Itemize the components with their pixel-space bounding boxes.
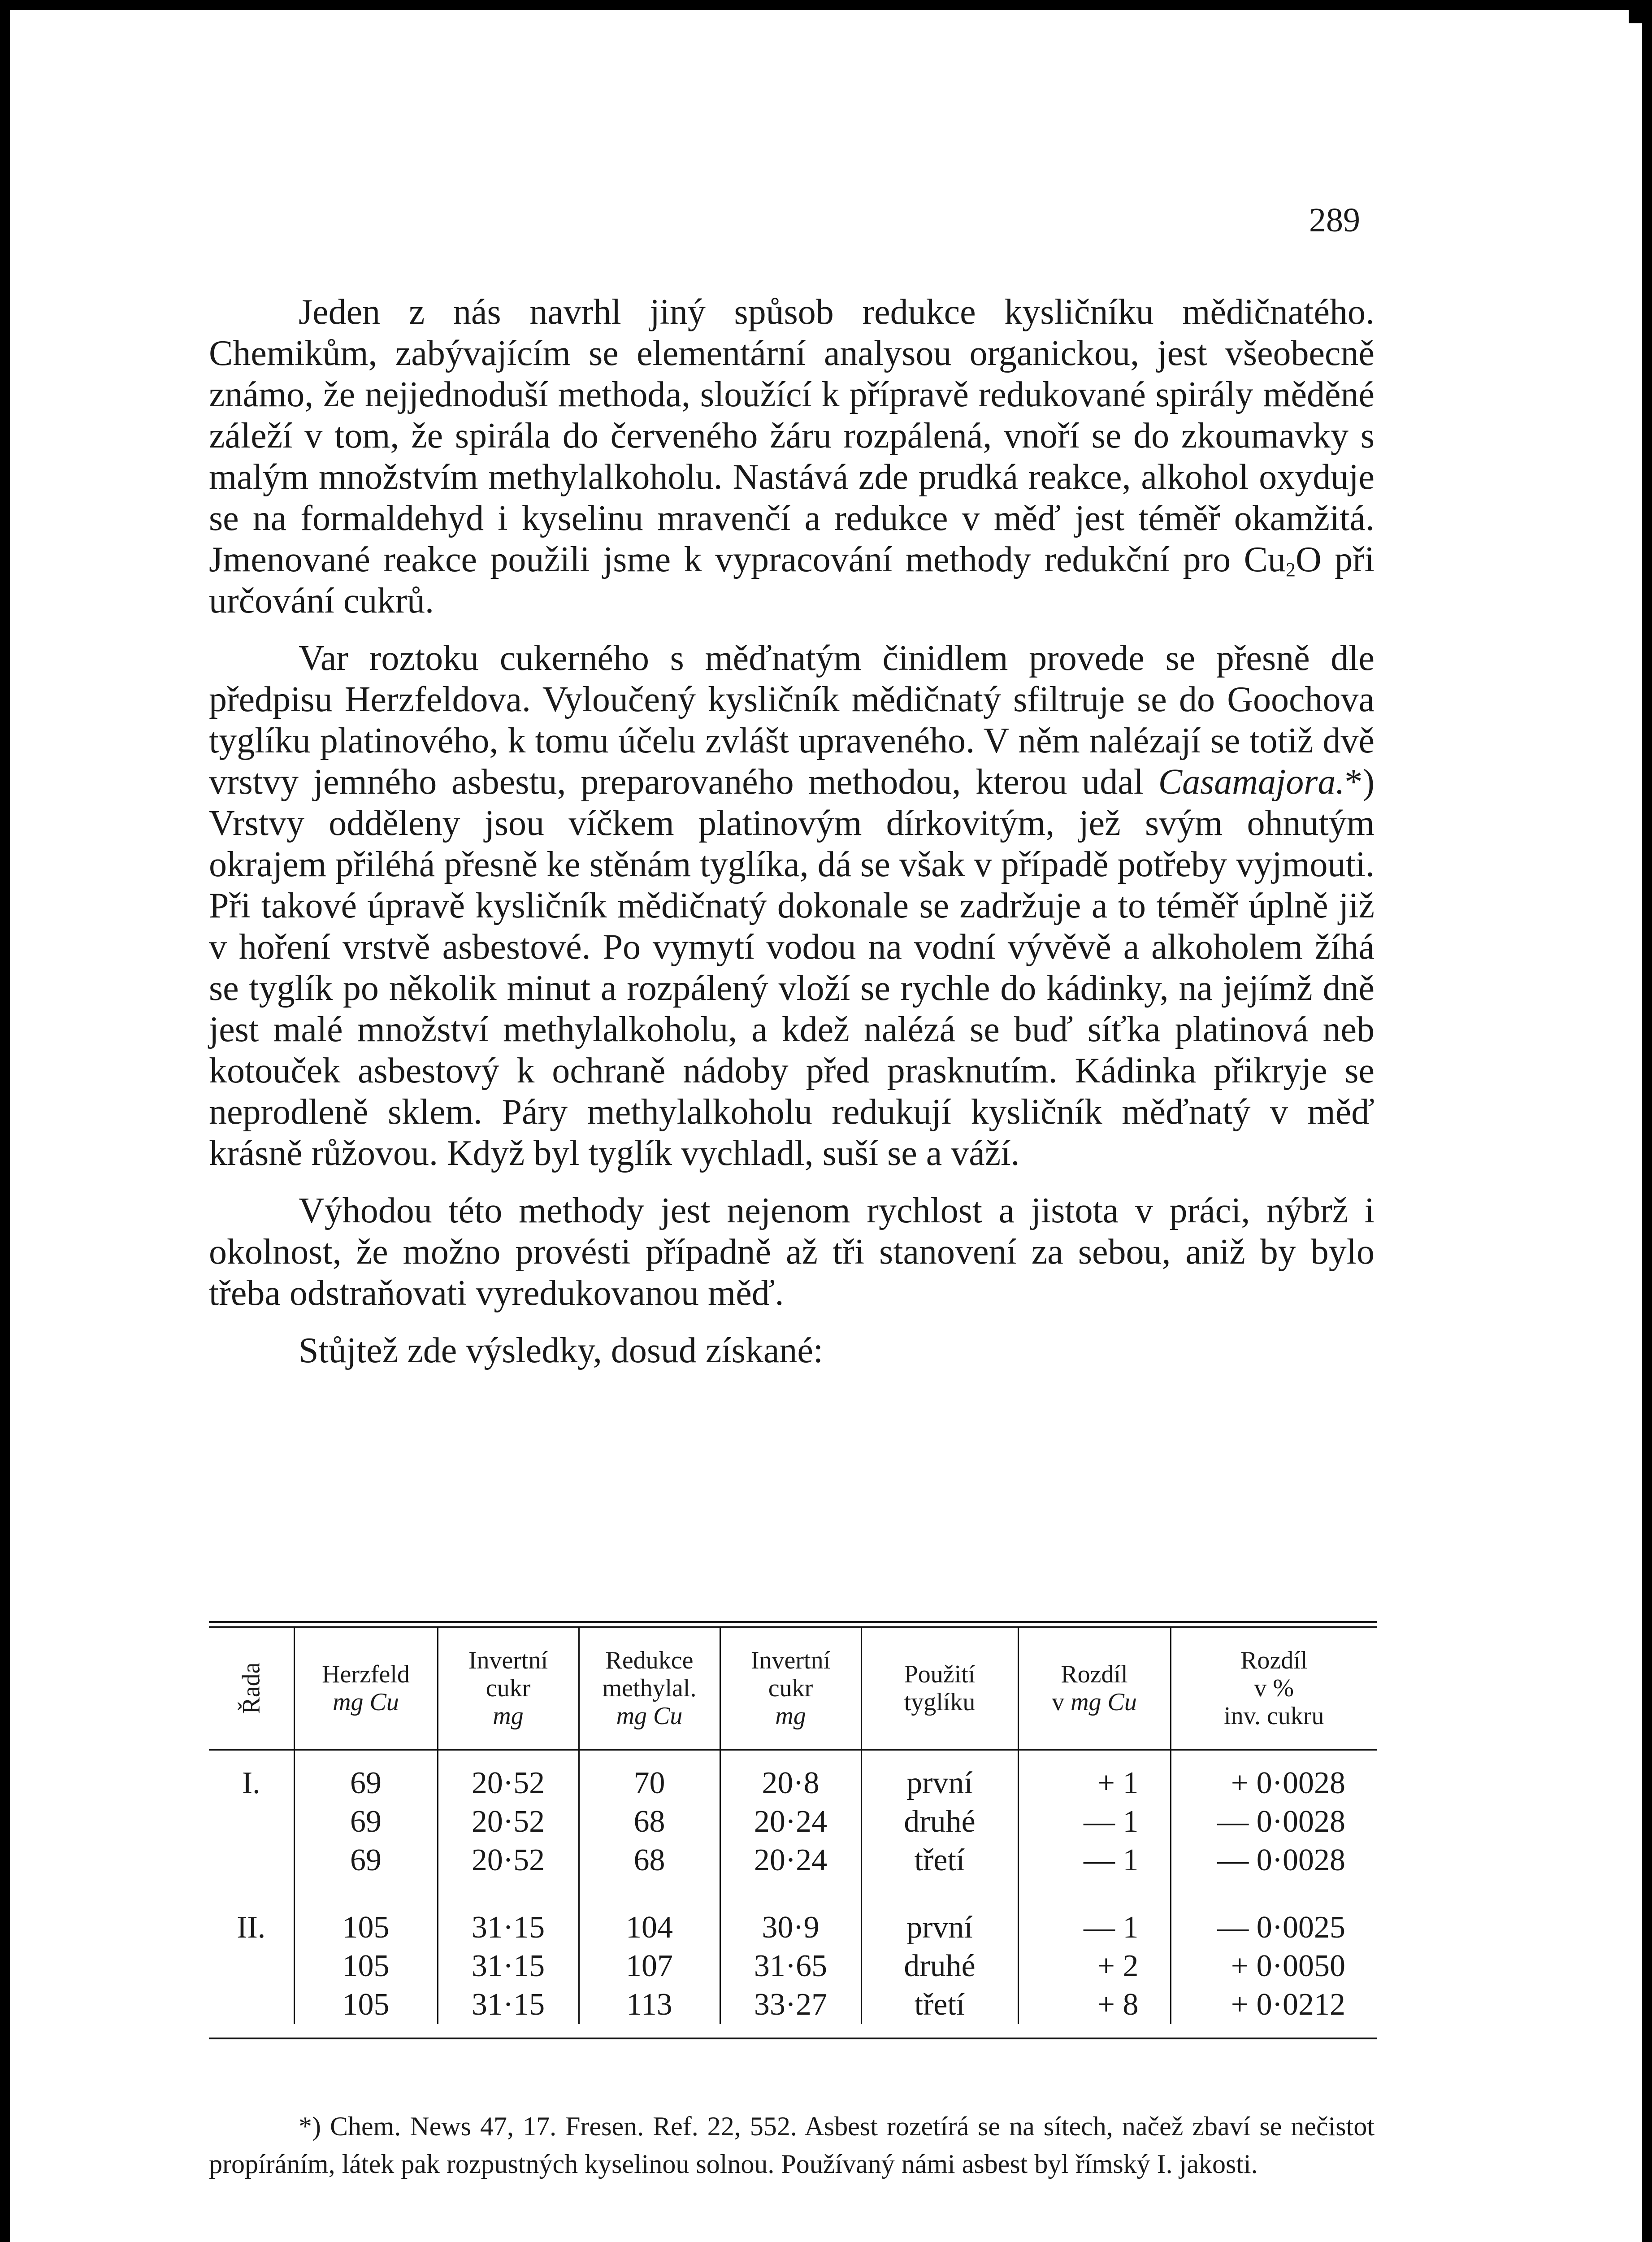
body-text <box>209 291 1374 1387</box>
cell-rada: II. <box>237 1910 266 1945</box>
header-invertni-cukr-1: Invertní cukr mg <box>438 1628 579 1750</box>
cell-herzfeld: 69 <box>294 1841 438 1880</box>
header-herzfeld: Herzfeld mg Cu <box>294 1628 438 1750</box>
paragraph-2-text: Var roztoku cukerného s měďnatým činidlem provede se přesně dle předpisu Herzfeldova. Vyloučený kysličník mědičnatý sfiltruje se do Goochova tyglíku platinového, k tomu účelu zvlášt upraveného. V něm nalézají se totiž dvě vrstvy jemného asbestu, preparovaného methodou, kterou udal <box>209 639 1374 802</box>
citation-casamajora: Casamajora. <box>1158 762 1345 802</box>
cell-pouziti: třetí <box>861 1841 1018 1880</box>
results-table <box>209 1621 1377 2039</box>
table-row <box>209 1986 1377 2024</box>
header-rozdil-procent: Rozdíl v % inv. cukru <box>1171 1628 1377 1750</box>
footnote-marker: * <box>1344 762 1363 802</box>
cell-redukce: 70 <box>579 1750 720 1803</box>
header-pouziti-tygliku: Použití tyglíku <box>861 1628 1018 1750</box>
page-number: 289 <box>1309 201 1360 239</box>
cell-rozdil: — 1 <box>1018 1908 1171 1947</box>
cell-redukce: 104 <box>579 1908 720 1947</box>
cell-invertni: 20·52 <box>438 1841 579 1880</box>
cell-herzfeld: 105 <box>294 1908 438 1947</box>
cell-rozdil: + 8 <box>1018 1986 1171 2024</box>
cell-redukce: 68 <box>579 1803 720 1841</box>
header-redukce-methylal: Redukce methylal. mg Cu <box>579 1628 720 1750</box>
footnote: *) Chem. News 47, 17. Fresen. Ref. 22, 552. Asbest rozetírá se na sítech, načež zbaví se nečistot propíráním, látek pak rozpustných kyselinou solnou. Používaný námi asbest byl římský I. jakosti. <box>209 2112 1374 2179</box>
cell-rada: I. <box>242 1766 260 1800</box>
cell-pouziti: první <box>861 1750 1018 1803</box>
table-top-rule <box>209 1621 1377 1628</box>
cell-rada <box>209 1803 294 1841</box>
cell-rozdil-procent: + 0·0050 <box>1171 1947 1377 1986</box>
cell-rada <box>209 1947 294 1986</box>
cell-invertni2: 33·27 <box>720 1986 861 2024</box>
cell-redukce: 113 <box>579 1986 720 2024</box>
cell-invertni: 31·15 <box>438 1947 579 1986</box>
table-row <box>209 1841 1377 1880</box>
scan-corner-mark <box>1629 0 1652 23</box>
cell-rozdil-procent: + 0·0028 <box>1171 1750 1377 1803</box>
paragraph-3: Výhodou této methody jest nejenom rychlost a jistota v práci, nýbrž i okolnost, že možno provésti případně až tři stanovení za sebou, aniž by bylo třeba odstraňovati vyredukovanou měď. <box>209 1191 1374 1313</box>
cell-pouziti: druhé <box>861 1803 1018 1841</box>
cell-pouziti: třetí <box>861 1986 1018 2024</box>
cell-rozdil-procent: — 0·0028 <box>1171 1841 1377 1880</box>
cell-invertni: 20·52 <box>438 1750 579 1803</box>
cell-herzfeld: 105 <box>294 1986 438 2024</box>
subscript-2: 2 <box>1285 559 1296 581</box>
cell-rada <box>209 1841 294 1880</box>
cell-rozdil-procent: + 0·0212 <box>1171 1986 1377 2024</box>
table-row <box>209 1750 1377 1803</box>
cell-rozdil: + 1 <box>1018 1750 1171 1803</box>
cell-redukce: 68 <box>579 1841 720 1880</box>
cell-rada <box>209 1986 294 2024</box>
table-row <box>209 1803 1377 1841</box>
results-grid <box>209 1628 1377 2024</box>
table-row-spacer <box>209 1880 1377 1908</box>
cell-herzfeld: 69 <box>294 1803 438 1841</box>
cell-pouziti: první <box>861 1908 1018 1947</box>
cell-invertni2: 30·9 <box>720 1908 861 1947</box>
cell-rozdil: — 1 <box>1018 1841 1171 1880</box>
cell-rozdil: + 2 <box>1018 1947 1171 1986</box>
header-invertni-cukr-2: Invertní cukr mg <box>720 1628 861 1750</box>
cell-invertni2: 20·8 <box>720 1750 861 1803</box>
header-rada: Řada <box>209 1628 294 1750</box>
paragraph-4: Stůjtež zde výsledky, dosud získané: <box>299 1331 824 1370</box>
cell-invertni2: 20·24 <box>720 1841 861 1880</box>
paragraph-2-tail: ) Vrstvy odděleny jsou víčkem platinovým dírkovitým, jež svým ohnutým okrajem přiléhá přesně ke stěnám tyglíka, dá se však v případě potřeby vyjmouti. Při takové úpravě kysličník mědičnatý dokonale se zadržuje a to téměř úplně již v hoření vrstvě asbestové. Po vymytí vodou na vodní vývěvě a alkoholem žíhá se tyglík po několik minut a rozpálený vloží se rychle do kádinky, na jejímž dně jest malé množství methylalkoholu, a kdež nalézá se buď síťka platinová neb kotouček asbestový k ochraně nádoby před prasknutím. Kádinka přikryje se neprodleně sklem. Páry methylalkoholu redukují kysličník měďnatý v měď krásně růžovou. Když byl tyglík vychladl, suší se a váží. <box>209 762 1374 1173</box>
cell-rozdil: — 1 <box>1018 1803 1171 1841</box>
table-row <box>209 1947 1377 1986</box>
cell-invertni2: 31·65 <box>720 1947 861 1986</box>
paragraph-1 <box>209 291 1374 621</box>
cell-pouziti: druhé <box>861 1947 1018 1986</box>
cell-invertni: 31·15 <box>438 1986 579 2024</box>
header-rozdil-mg: Rozdíl v mg Cu <box>1018 1628 1171 1750</box>
paragraph-1-tail: O při určování cukrů. <box>209 540 1375 621</box>
paragraph-1-text: Jeden z nás navrhl jiný spůsob redukce kysličníku mědičnatého. Chemikům, zabývajícím se elementární analysou organickou, jest všeobecně známo, že nejjednoduší methoda, sloužící k přípravě redukované spirály měděné záleží v tom, že spirála do červeného žáru rozpálená, vnoří se do zkoumavky s malým množstvím methylalkoholu. Nastává zde prudká reakce, alkohol oxyduje se na formaldehyd i kyselinu mravenčí a redukce v měď jest téměř okamžitá. Jmenované reakce použili jsme k vypracování methody redukční pro Cu <box>209 292 1374 579</box>
paragraph-2 <box>209 638 1374 1174</box>
cell-herzfeld: 105 <box>294 1947 438 1986</box>
cell-redukce: 107 <box>579 1947 720 1986</box>
cell-invertni2: 20·24 <box>720 1803 861 1841</box>
cell-invertni: 20·52 <box>438 1803 579 1841</box>
table-row <box>209 1908 1377 1947</box>
table-bottom-rule <box>209 2038 1377 2039</box>
cell-rozdil-procent: — 0·0028 <box>1171 1803 1377 1841</box>
cell-herzfeld: 69 <box>294 1750 438 1803</box>
cell-invertni: 31·15 <box>438 1908 579 1947</box>
cell-rozdil-procent: — 0·0025 <box>1171 1908 1377 1947</box>
